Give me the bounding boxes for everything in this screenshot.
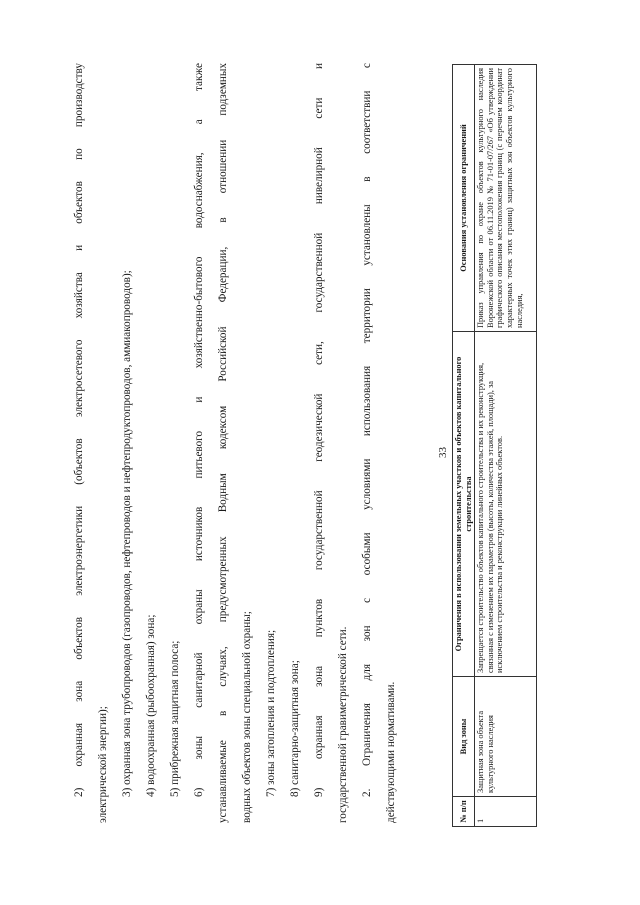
paragraph-line-7: устанавливаемые в случаях, предусмотренных Водным кодексом Российской Федерации, в отношении подземных — [217, 63, 229, 823]
paragraph-line-10: 8) санитарно-защитная зона; — [289, 660, 301, 797]
paragraph-line-8: водных объектов зоны специальной охраны; — [241, 611, 253, 823]
header-grounds: Основания установления ограничений — [453, 65, 475, 332]
restrictions-table — [452, 64, 537, 827]
paragraph-line-14: действующими нормативами. — [385, 681, 397, 823]
paragraph-line-12: государственной гравиметрической сети. — [337, 626, 349, 823]
table-row — [475, 65, 537, 827]
paragraph-line-1: 2) охранная зона объектов электроэнергетики (объектов электросетевого хозяйства и объектов по производству — [73, 63, 85, 797]
header-number: № п/п — [453, 797, 475, 827]
paragraph-line-4: 4) водоохранная (рыбоохранная) зона; — [145, 614, 157, 797]
paragraph-line-5: 5) прибрежная защитная полоса; — [169, 640, 181, 797]
paragraph-line-2: электрической энергии); — [97, 706, 109, 823]
cell-restrictions: Запрещается строительство объектов капитального строительства и их реконструкция, связанная с изменением их параметров (высоты, количества этажей, площади), за исключением строительства и реконструкции линейных объектов. — [475, 332, 537, 677]
cell-number: 1 — [475, 797, 537, 827]
header-restrictions: Ограничения в использовании земельных участков и объектов капитального строительства — [453, 332, 475, 677]
paragraph-line-13: 2. Ограничения для зон с особыми условиями использования территории установлены в соответствии с — [361, 63, 373, 797]
cell-zone-type: Защитная зона объекта культурного наследия — [475, 677, 537, 797]
paragraph-line-9: 7) зоны затопления и подтопления; — [265, 629, 277, 797]
table-header-row — [453, 65, 475, 827]
header-zone-type: Вид зоны — [453, 677, 475, 797]
paragraph-line-11: 9) охранная зона пунктов государственной геодезической сети, государственной нивелирной сети и — [313, 63, 325, 797]
page-number: 33 — [437, 447, 449, 458]
cell-grounds: Приказ управления по охране объектов культурного наследия Воронежской области от 06.11.2019 № 71-01-07/267 «Об утверждении графического описания местоположения границ (с перечнем координат характерных точек этих границ) защитных зон объектов культурного наследия, — [475, 65, 537, 332]
paragraph-line-3: 3) охранная зона трубопроводов (газопроводов, нефтепроводов и нефтепродуктопроводов, аммиакопроводов); — [121, 270, 133, 797]
paragraph-line-6: 6) зоны санитарной охраны источников питьевого и хозяйственно-бытового водоснабжения, а также — [193, 63, 205, 797]
